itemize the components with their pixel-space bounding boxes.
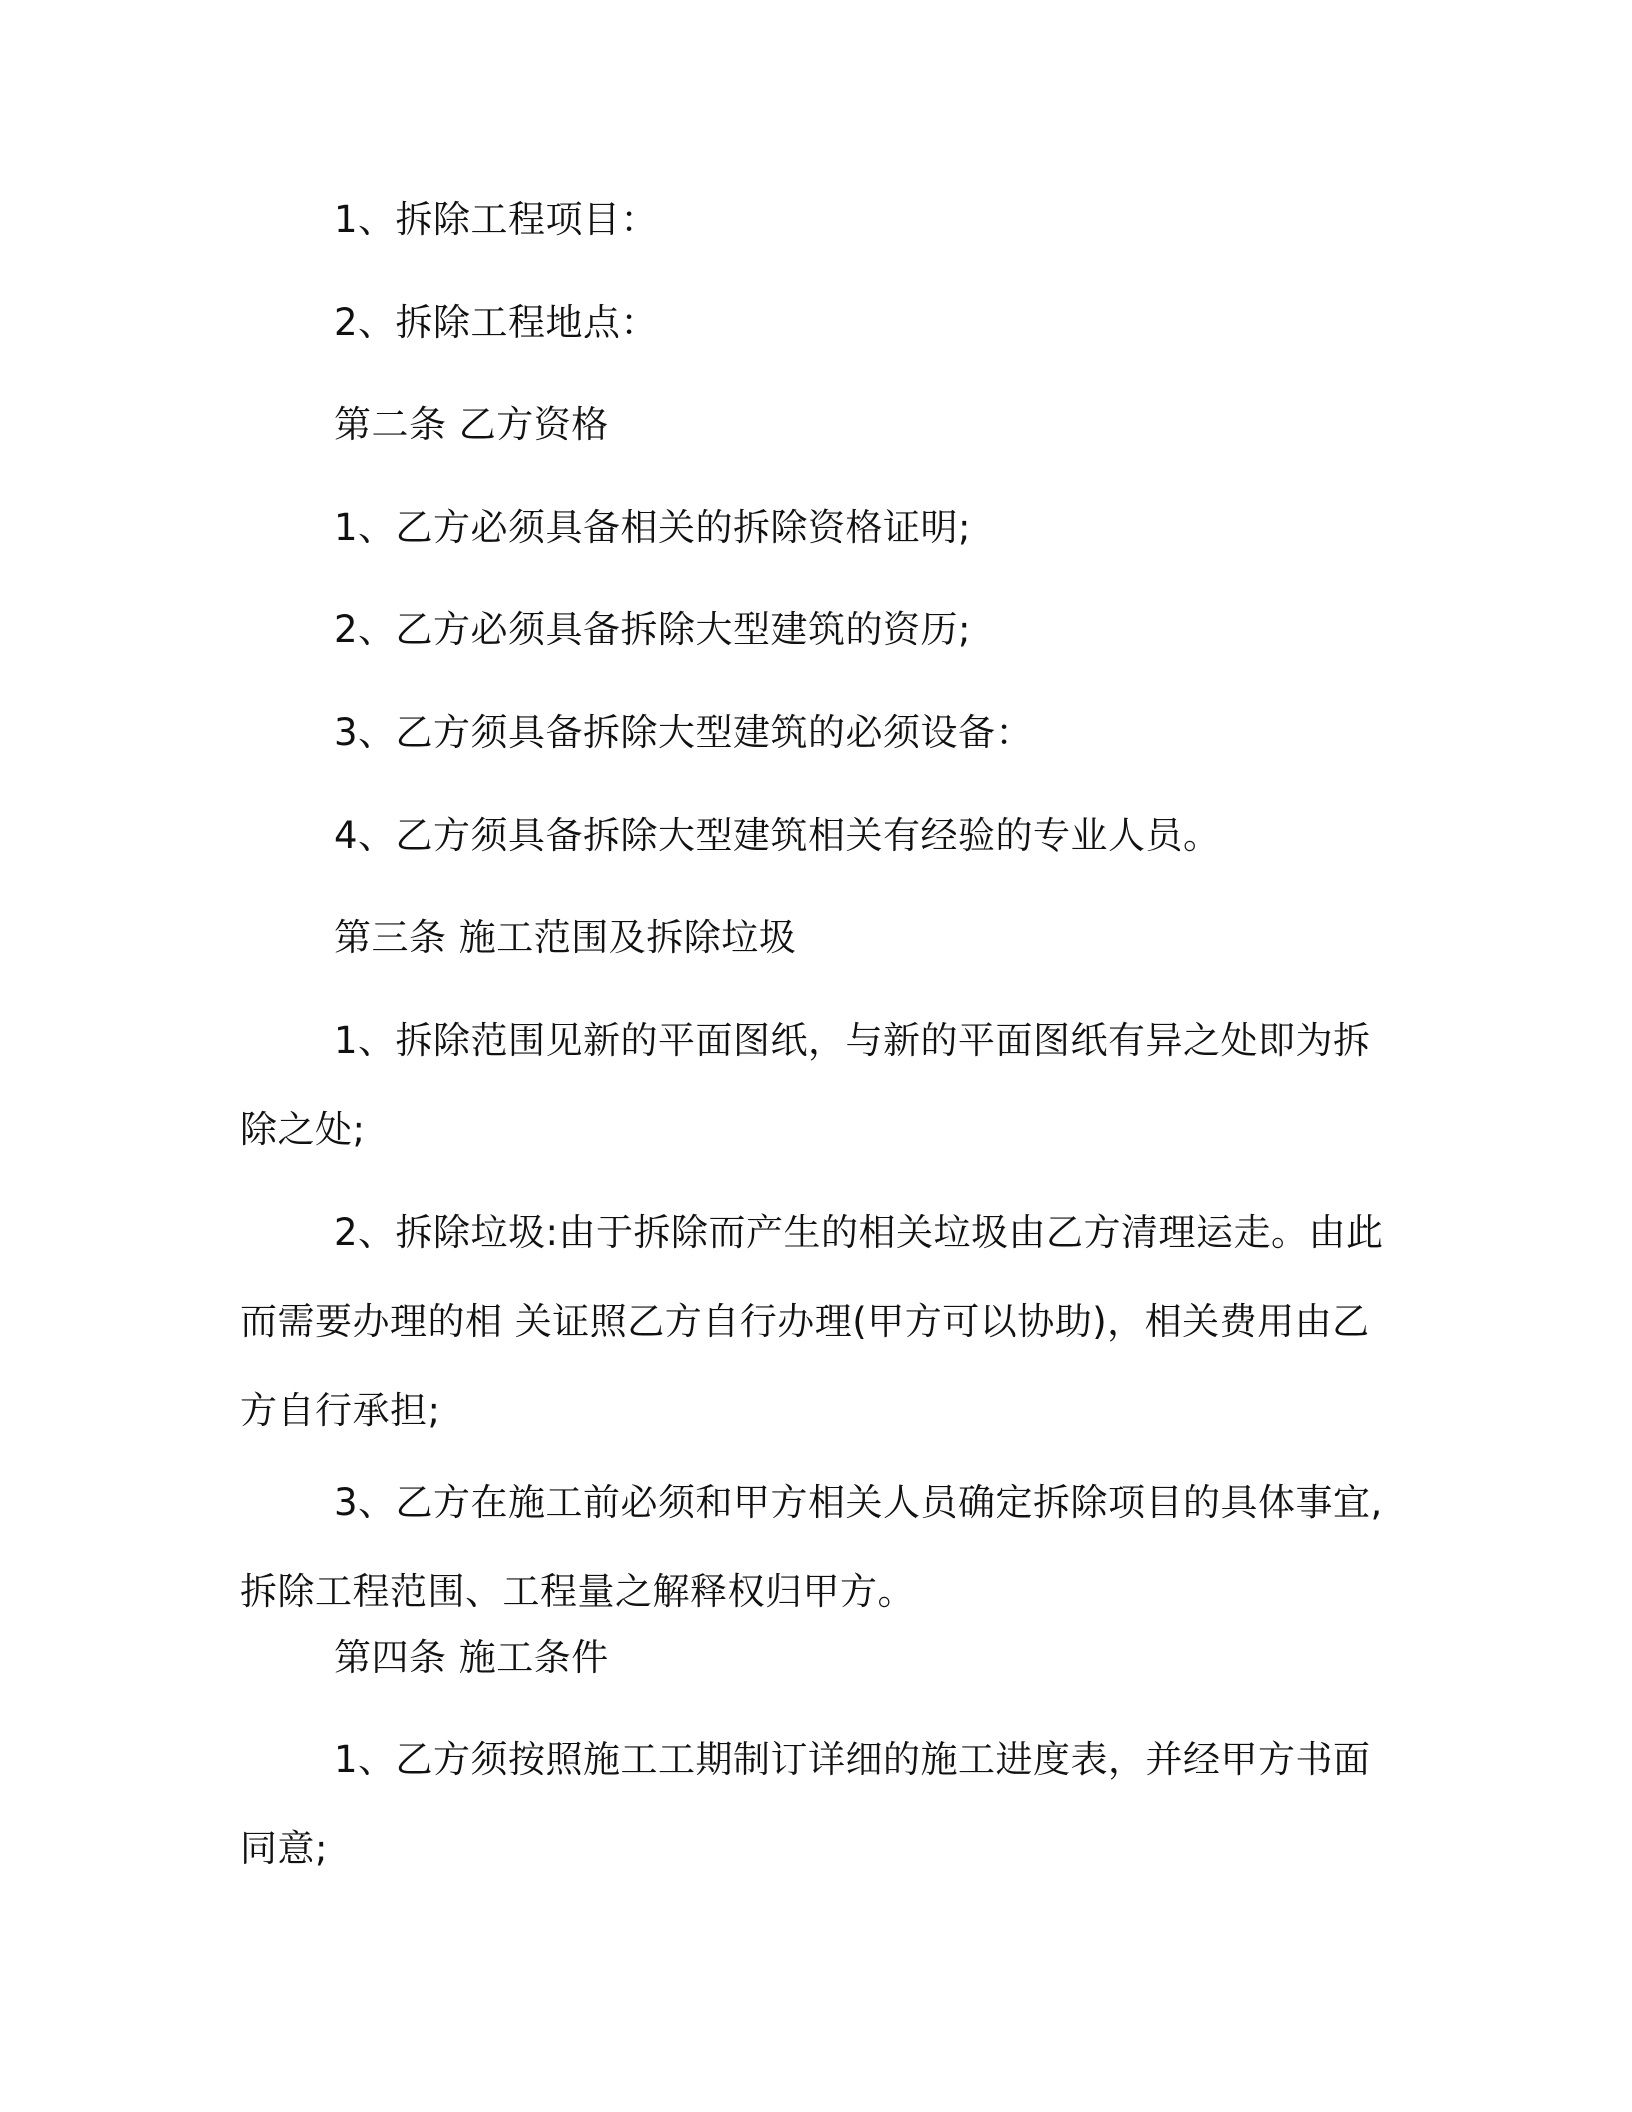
qualification-item-2: 2、乙方必须具备拆除大型建筑的资历; — [334, 608, 972, 651]
scope-item-1: 1、拆除范围见新的平面图纸，与新的平面图纸有异之处即为拆除之处; — [240, 1019, 1371, 1151]
conditions-item-1: 1、乙方须按照施工工期制订详细的施工进度表，并经甲方书面同意; — [240, 1738, 1371, 1870]
scope-item-2: 2、拆除垃圾:由于拆除而产生的相关垃圾由乙方清理运走。由此而需要办理的相 关证照乙方自行办理(甲方可以协助)，相关费用由乙方自行承担; — [240, 1211, 1384, 1432]
qualification-item-1: 1、乙方必须具备相关的拆除资格证明; — [334, 506, 972, 549]
item-location: 2、拆除工程地点： — [334, 301, 659, 344]
item-project: 1、拆除工程项目： — [334, 198, 659, 241]
section-heading-qualification: 第二条 乙方资格 — [334, 403, 609, 446]
section-heading-conditions: 第四条 施工条件 — [334, 1636, 609, 1679]
qualification-item-3: 3、乙方须具备拆除大型建筑的必须设备： — [334, 711, 1034, 754]
qualification-item-4: 4、乙方须具备拆除大型建筑相关有经验的专业人员。 — [334, 814, 1221, 857]
section-heading-scope: 第三条 施工范围及拆除垃圾 — [334, 916, 797, 959]
scope-item-3: 3、乙方在施工前必须和甲方相关人员确定拆除项目的具体事宜,拆除工程范围、工程量之解释权归甲方。 — [240, 1481, 1383, 1613]
